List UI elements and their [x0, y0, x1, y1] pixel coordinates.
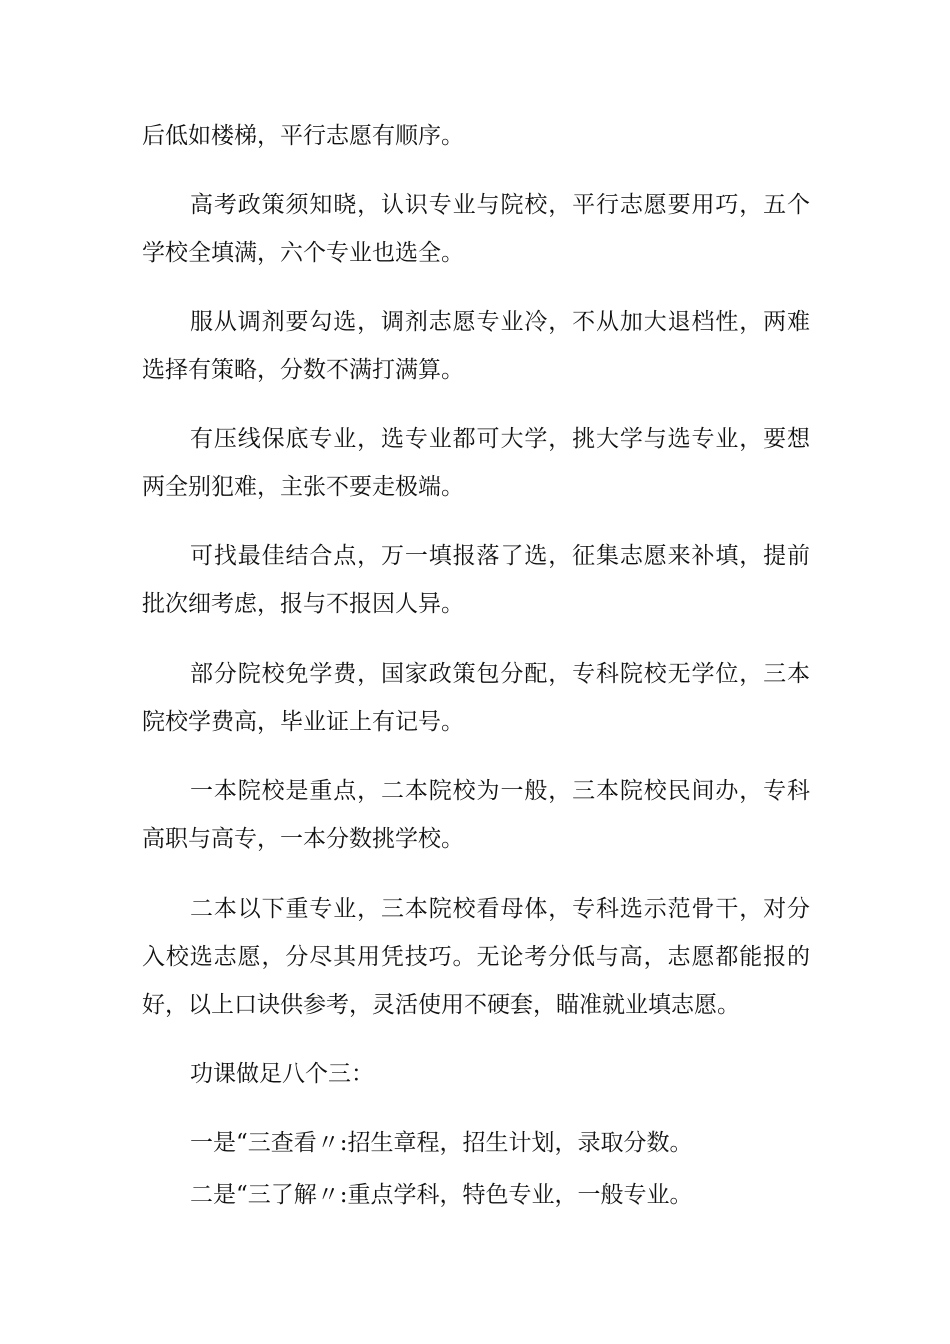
list-item-two: 二是“三了解〃:重点学科，特色专业，一般专业。: [190, 1182, 693, 1208]
paragraph-balance: 可找最佳结合点，万一填报落了选，征集志愿来补填，提前批次细考虑，报与不报因人异。: [142, 543, 810, 617]
heading-eight-threes: 功课做足八个三：: [190, 1061, 374, 1087]
paragraph-tuition: 部分院校免学费，国家政策包分配，专科院校无学位，三本院校学费高，毕业证上有记号。: [142, 661, 810, 735]
paragraph-tiers: 一本院校是重点，二本院校为一般，三本院校民间办，专科高职与高专，一本分数挑学校。: [142, 778, 810, 852]
paragraph-strategy: 二本以下重专业，三本院校看母体，专科选示范骨干，对分入校选志愿，分尽其用凭技巧。无论考分低与高，志愿都能报的好，以上口诀供参考，灵活使用不硬套，瞄准就业填志愿。: [142, 896, 810, 1018]
paragraph-adjustment: 服从调剂要勾选，调剂志愿专业冷，不从加大退档性，两难选择有策略，分数不满打满算。: [142, 309, 810, 383]
list-item-one: 一是“三查看〃:招生章程，招生计划，录取分数。: [190, 1130, 693, 1156]
paragraph-policy: 高考政策须知晓，认识专业与院校，平行志愿要用巧，五个学校全填满，六个专业也选全。: [142, 192, 810, 266]
paragraph-major: 有压线保底专业，选专业都可大学，挑大学与选专业，要想两全别犯难，主张不要走极端。: [142, 426, 810, 500]
paragraph-continuation: 后低如楼梯，平行志愿有顺序。: [142, 123, 464, 149]
